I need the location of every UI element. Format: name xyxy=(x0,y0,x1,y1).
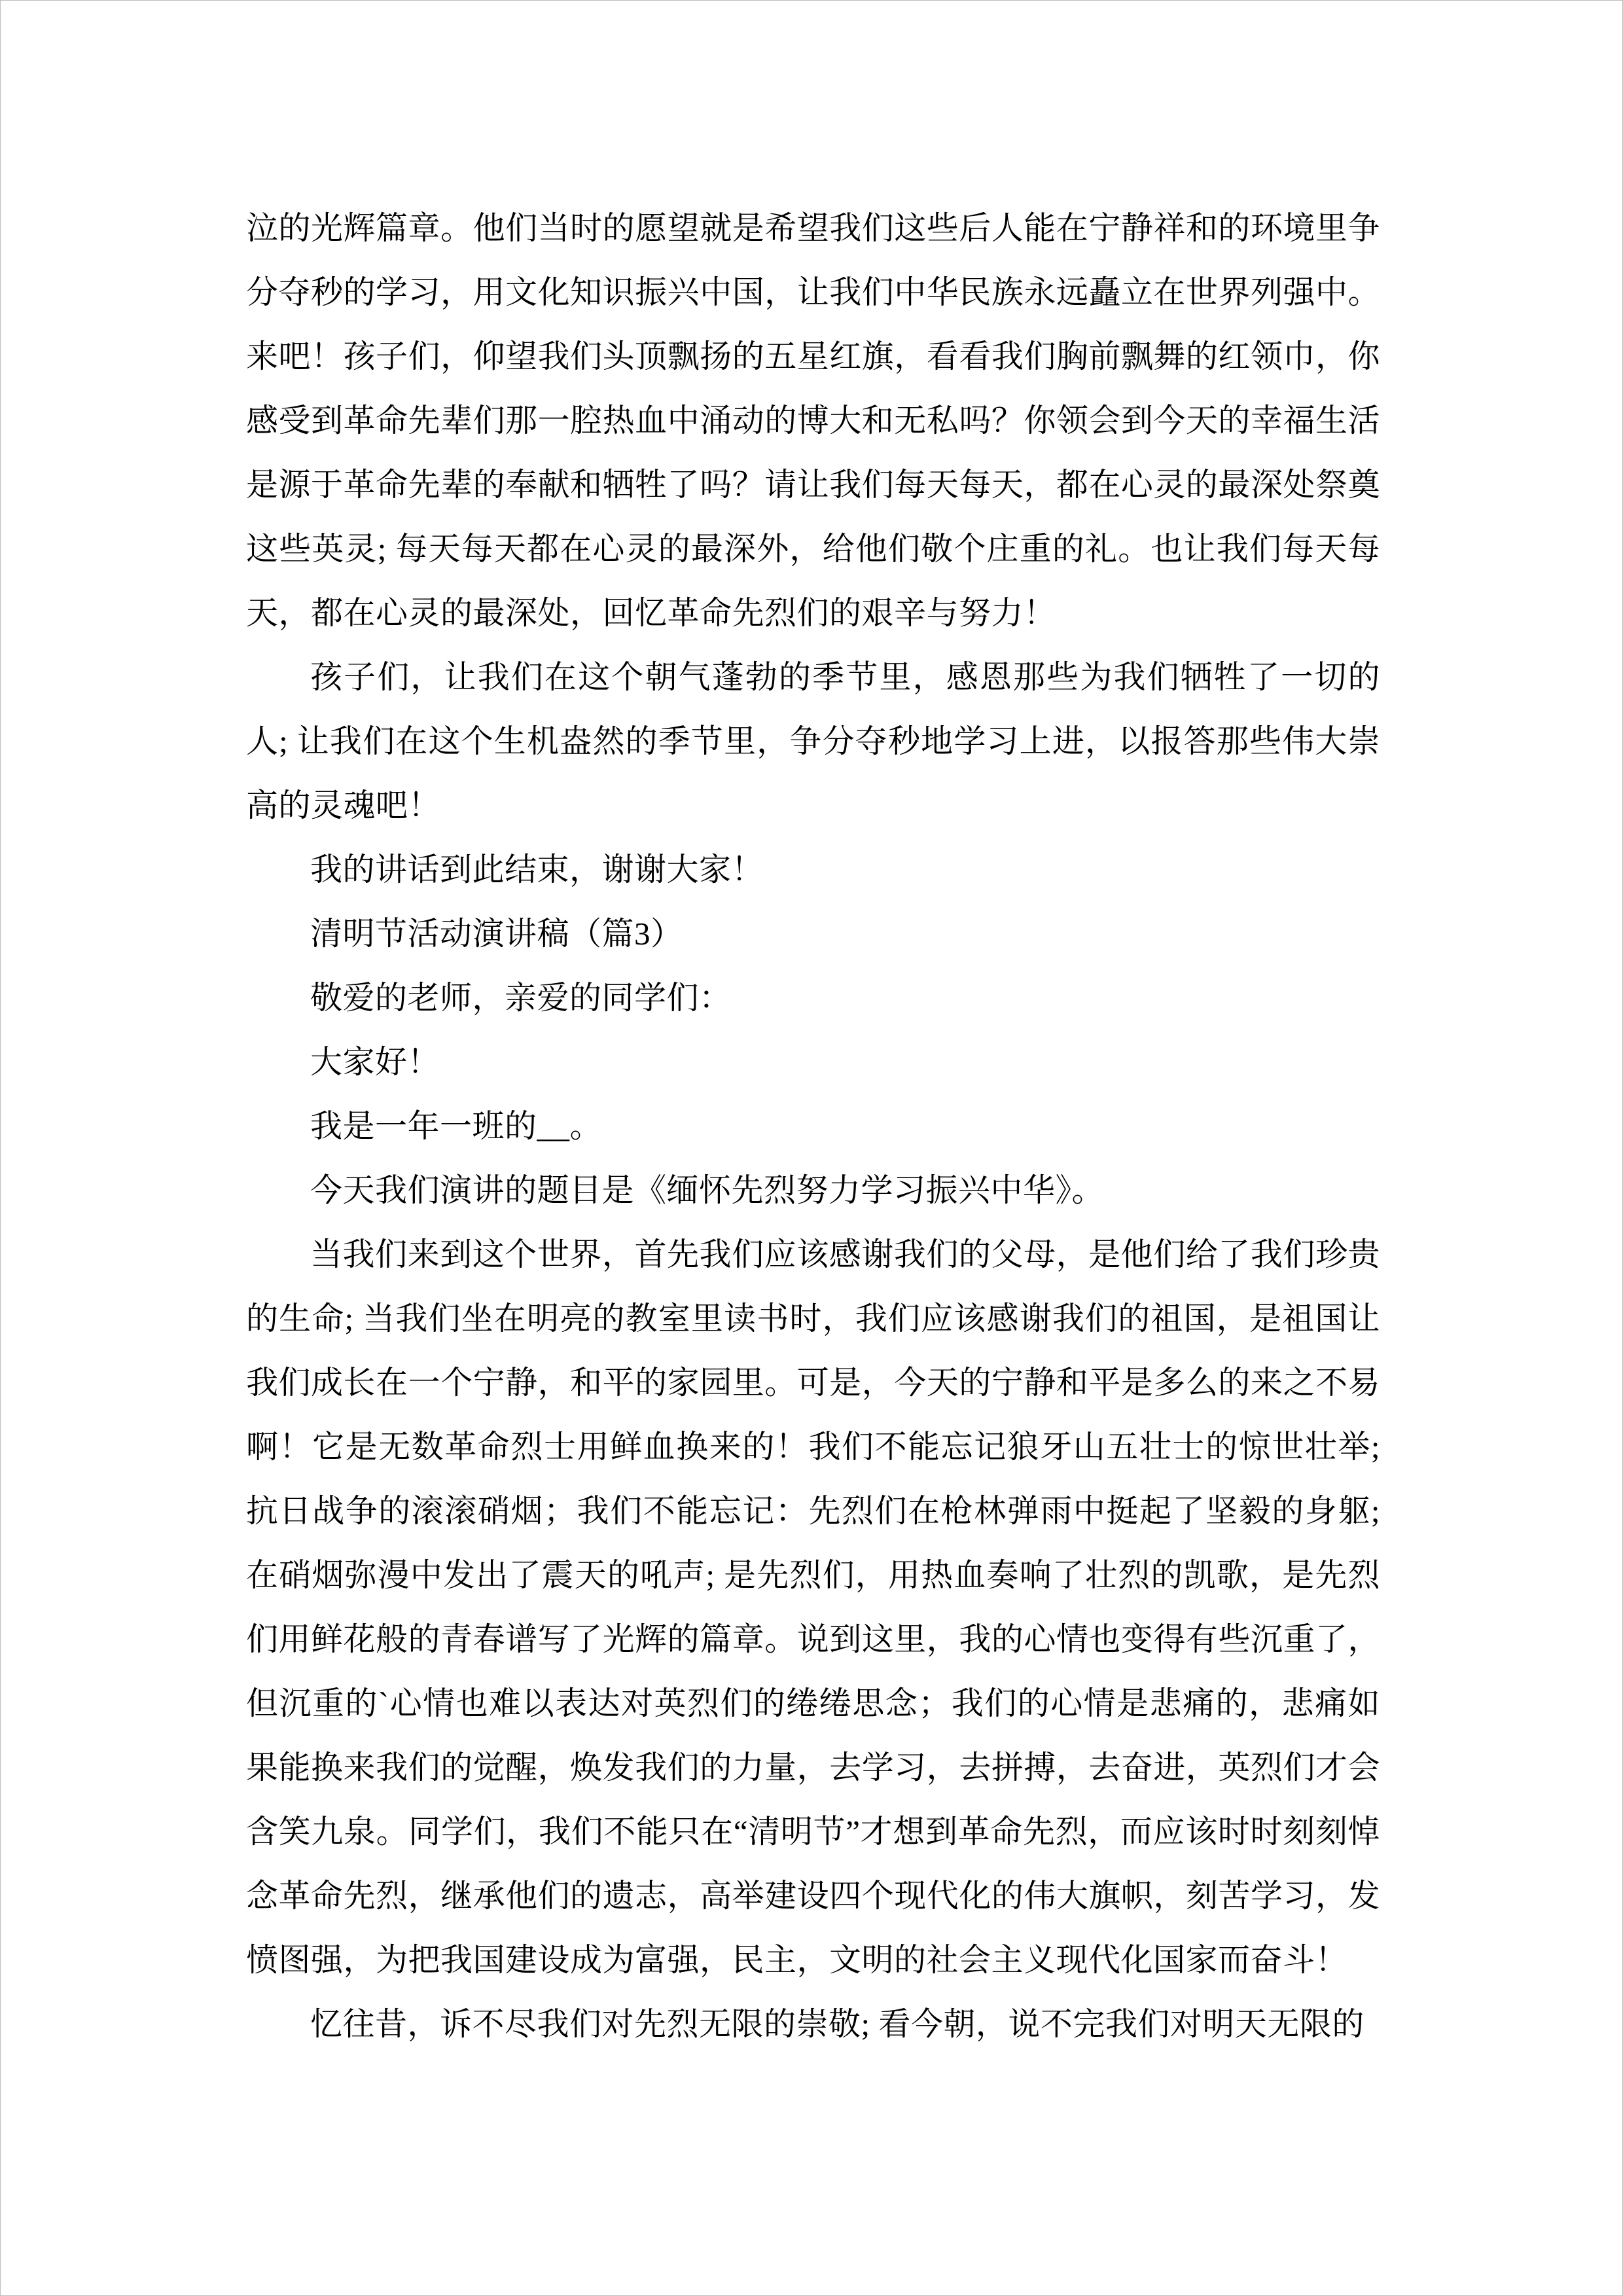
paragraph: 忆往昔，诉不尽我们对先烈无限的崇敬; 看今朝，说不完我们对明天无限的 xyxy=(310,2006,1364,2042)
paragraph: 清明节活动演讲稿（篇3） xyxy=(310,916,683,952)
paragraph: 今天我们演讲的题目是《缅怀先烈努力学习振兴中华》。 xyxy=(310,1172,1105,1208)
paragraph: 我是一年一班的__。 xyxy=(310,1108,603,1144)
paragraph: 我的讲话到此结束，谢谢大家！ xyxy=(310,852,764,888)
paragraph: 当我们来到这个世界，首先我们应该感谢我们的父母，是他们给了我们珍贵的生命; 当我们坐在明亮的教室里读书时，我们应该感谢我们的祖国，是祖国让我们成长在一个宁静，和平的家园里。可是，今天的宁静和平是多么的来之不易啊！它是无数革命烈士用鲜血换来的！我们不能忘记狼牙山五壮士的惊世壮举; 抗日战争的滚滚硝烟；我们不能忘记：先烈们在枪林弹雨中挺起了坚毅的身躯; 在硝烟弥漫中发出了震天的吼声; 是先烈们，用热血奏响了壮烈的凯歌，是先烈们用鲜花般的青春谱写了光辉的篇章。说到这里，我的心情也变得有些沉重了，但沉重的`心情也难以表达对英烈们的绻绻思念；我们的心情是悲痛的，悲痛如果能换来我们的觉醒，焕发我们的力量，去学习，去拼搏，去奋进，英烈们才会含笑九泉。同学们，我们不能只在“清明节”才想到革命先烈，而应该时时刻刻悼念革命先烈，继承他们的遗志，高举建设四个现代化的伟大旗帜，刻苦学习，发愤图强，为把我国建设成为富强，民主，文明的社会主义现代化国家而奋斗！ xyxy=(246,1236,1380,1978)
paragraph: 孩子们，让我们在这个朝气蓬勃的季节里，感恩那些为我们牺牲了一切的人; 让我们在这个生机盎然的季节里，争分夺秒地学习上进，以报答那些伟大崇高的灵魂吧！ xyxy=(246,659,1380,823)
paragraph: 敬爱的老师，亲爱的同学们： xyxy=(310,980,732,1016)
paragraph: 大家好！ xyxy=(310,1044,440,1080)
paragraph: 泣的光辉篇章。他们当时的愿望就是希望我们这些后人能在宁静祥和的环境里争分夺秒的学习，用文化知识振兴中国，让我们中华民族永远矗立在世界列强中。来吧！孩子们，仰望我们头顶飘扬的五星红旗，看看我们胸前飘舞的红领巾，你感受到革命先辈们那一腔热血中涌动的博大和无私吗？你领会到今天的幸福生活是源于革命先辈的奉献和牺牲了吗？请让我们每天每天，都在心灵的最深处祭奠这些英灵; 每天每天都在心灵的最深外，给他们敬个庄重的礼。也让我们每天每天，都在心灵的最深处，回忆革命先烈们的艰辛与努力！ xyxy=(246,210,1380,631)
